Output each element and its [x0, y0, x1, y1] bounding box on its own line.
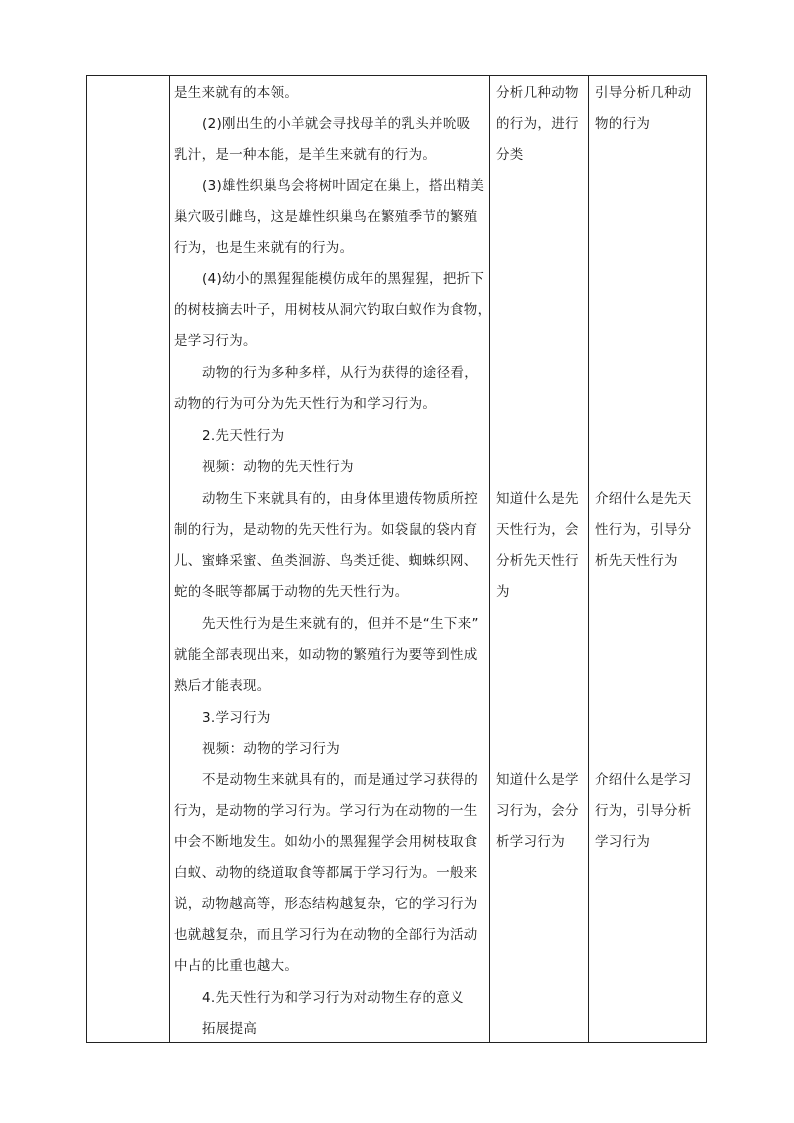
- content-line: (4)幼小的黑猩猩能模仿成年的黑猩猩，把折下: [202, 271, 485, 287]
- content-line: 先天性行为是生来就有的，但并不是“生下来”: [202, 616, 479, 632]
- section-label-column: [87, 76, 169, 1042]
- lesson-plan-table: [86, 75, 707, 1043]
- teacher-activity-column: [588, 76, 706, 1042]
- content-line: 动物生下来就具有的，由身体里遗传物质所控: [202, 491, 478, 507]
- content-line: 就能全部表现出来，如动物的繁殖行为要等到性成: [174, 647, 478, 663]
- video-caption: 视频：动物的先天性行为: [202, 459, 354, 475]
- teacher-activity-line: 介绍什么是先天: [595, 491, 692, 507]
- teacher-activity-line: 析先天性行为: [595, 553, 678, 569]
- teacher-activity-line: 物的行为: [595, 116, 651, 132]
- student-activity-line: 知道什么是先: [496, 491, 579, 507]
- video-caption: 视频：动物的学习行为: [202, 741, 340, 757]
- content-line: 乳汁，是一种本能，是羊生来就有的行为。: [174, 147, 437, 163]
- student-activity-line: 的行为，进行: [496, 116, 579, 132]
- student-activity-line: 分类: [496, 147, 524, 163]
- content-line: 动物的行为可分为先天性行为和学习行为。: [174, 396, 437, 412]
- content-line: 中占的比重也越大。: [174, 958, 299, 974]
- content-line: 行为，是动物的学习行为。学习行为在动物的一生: [174, 803, 478, 819]
- content-line: 是生来就有的本领。: [174, 85, 299, 101]
- student-activity-line: 为: [496, 584, 510, 600]
- content-line: 动物的行为多种多样，从行为获得的途径看，: [202, 365, 478, 381]
- content-line: (2)刚出生的小羊就会寻找母羊的乳头并吮吸: [202, 116, 471, 132]
- content-line: 白蚁、动物的绕道取食等都属于学习行为。一般来: [174, 865, 478, 881]
- student-activity-line: 分析先天性行: [496, 553, 579, 569]
- teacher-activity-line: 学习行为: [595, 834, 651, 850]
- section-heading: 2.先天性行为: [202, 428, 285, 444]
- teacher-activity-line: 引导分析几种动: [595, 85, 692, 101]
- student-activity-line: 分析几种动物: [496, 85, 579, 101]
- content-line: 说，动物越高等，形态结构越复杂，它的学习行为: [174, 896, 478, 912]
- content-line: 熟后才能表现。: [174, 678, 271, 694]
- section-heading: 4.先天性行为和学习行为对动物生存的意义: [202, 990, 464, 1006]
- teacher-activity-line: 介绍什么是学习: [595, 772, 692, 788]
- content-line: 的树枝摘去叶子，用树枝从洞穴钓取白蚁作为食物，: [174, 302, 492, 318]
- content-line: (3)雄性织巢鸟会将树叶固定在巢上，搭出精美: [202, 178, 485, 194]
- student-activity-line: 习行为，会分: [496, 803, 579, 819]
- teaching-content-column: [169, 76, 492, 1042]
- content-line: 行为，也是生来就有的行为。: [174, 240, 354, 256]
- content-line: 也就越复杂，而且学习行为在动物的全部行为活动: [174, 927, 478, 943]
- student-activity-line: 知道什么是学: [496, 772, 579, 788]
- content-line: 巢穴吸引雌鸟，这是雄性织巢鸟在繁殖季节的繁殖: [174, 209, 478, 225]
- teacher-activity-line: 性行为，引导分: [595, 522, 692, 538]
- content-line: 拓展提高: [202, 1021, 258, 1037]
- content-line: 不是动物生来就具有的，而是通过学习获得的: [202, 772, 478, 788]
- student-activity-column: [489, 76, 588, 1042]
- section-heading: 3.学习行为: [202, 710, 271, 726]
- teacher-activity-line: 行为，引导分析: [595, 803, 692, 819]
- content-line: 儿、蜜蜂采蜜、鱼类洄游、鸟类迁徙、蜘蛛织网、: [174, 553, 478, 569]
- content-line: 蛇的冬眠等都属于动物的先天性行为。: [174, 584, 409, 600]
- content-line: 制的行为，是动物的先天性行为。如袋鼠的袋内育: [174, 522, 478, 538]
- student-activity-line: 天性行为，会: [496, 522, 579, 538]
- content-line: 是学习行为。: [174, 333, 257, 349]
- student-activity-line: 析学习行为: [496, 834, 565, 850]
- content-line: 中会不断地发生。如幼小的黑猩猩学会用树枝取食: [174, 834, 478, 850]
